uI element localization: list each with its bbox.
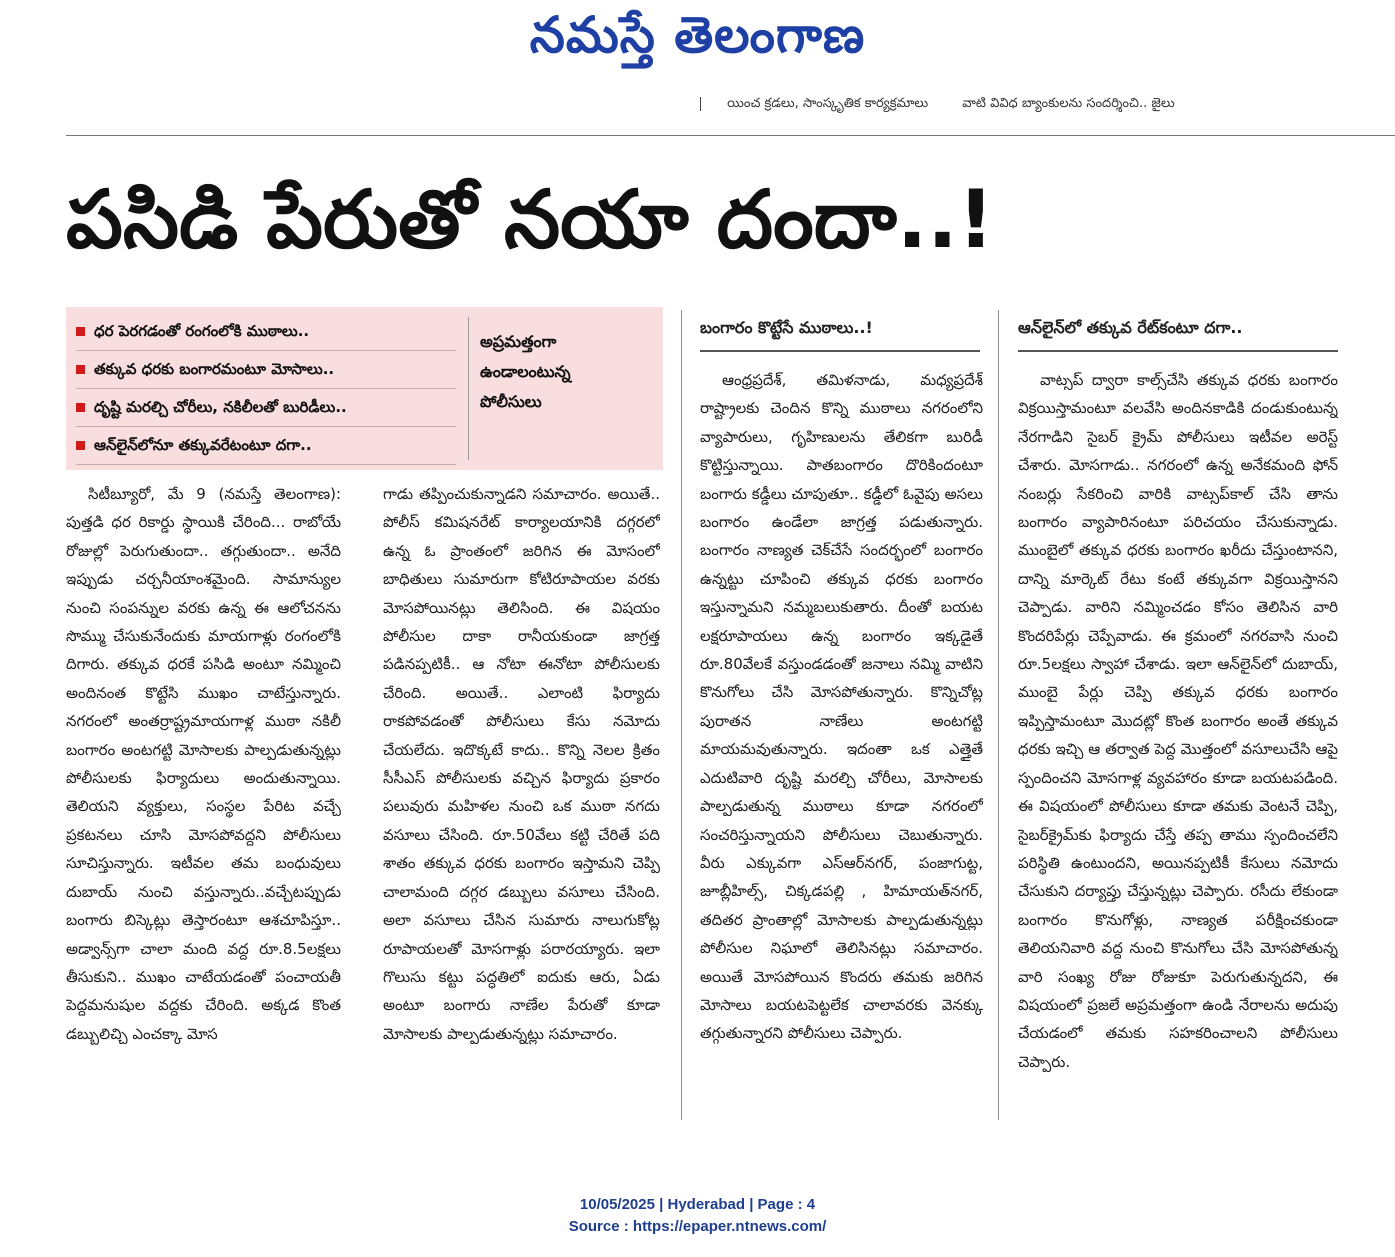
footer-source: Source : https://epaper.ntnews.com/ bbox=[568, 1218, 827, 1235]
deck-bullet bbox=[76, 389, 456, 427]
deck-bullet-text: ధర పెరగడంతో రంగంలోకి ముఠాలు.. bbox=[94, 322, 310, 340]
ticker-item: వాటి వివిధ బ్యాంకులను సందర్శించి.. జైలు bbox=[962, 96, 1175, 111]
deck-side-line: ఉండాలంటున్న bbox=[480, 362, 571, 381]
article-paragraph: సిటీబ్యూరో, మే 9 (నమస్తే తెలంగాణ): పుత్తడి ధర రికార్డు స్థాయికి చేరింది... రాబోయే రోజుల్లో పెరుగుతుందా.. తగ్గుతుందా.. అనేది ఇప్పుడు చర్చనీయాంశమైంది. సామాన్యుల నుంచి సంపన్నుల వరకు ఉన్న ఈ ఆలోచనను సొమ్ము చేసుకునేందుకు మాయగాళ్లు రంగంలోకి దిగారు. తక్కువ ధరకే పసిడి అంటూ నమ్మించి అందినంత కొట్టేసి ముఖం చాటేస్తున్నారు. నగరంలో అంతర్రాష్ట్రమాయగాళ్ల ముఠా నకిలీ బంగారం అంటగట్టి మోసాలకు పాల్పడుతున్నట్లు పోలీసులకు ఫిర్యాదులు అందుతున్నాయి. తెలియని వ్యక్తులు, సంస్థల పేరిట వచ్చే ప్రకటనలు చూసి మోసపోవద్దని పోలీసులు సూచిస్తున్నారు. ఇటీవల తమ బంధువులు దుబాయ్ నుంచి వస్తున్నారు..వచ్చేటప్పుడు బంగారు బిస్కెట్లు తెస్తారంటూ ఆశచూపిస్తూ.. అడ్వాన్స్‌గా చాలా మంది వద్ద రూ.8.5లక్షలు తీసుకుని.. ముఖం చాటేయడంతో పంచాయతీ పెద్దమనుషుల వద్దకు చేరింది. అక్కడ కొంత డబ్బులిచ్చి ఎంచక్కా మోస bbox=[66, 485, 341, 1043]
deck-box bbox=[66, 307, 663, 470]
article-paragraph: గాడు తప్పించుకున్నాడని సమాచారం. అయితే.. పోలీస్ కమిషనరేట్ కార్యాలయానికి దగ్గరలో ఉన్న ఓ ప్రాంతంలో జరిగిన ఈ మోసంలో బాధితులు సుమారుగా కోటిరూపాయల వరకు మోసపోయినట్లు తెలిసింది. ఈ విషయం పోలీసుల దాకా రానీయకుండా జాగ్రత్త పడినప్పటికీ.. ఆ నోటా ఈనోటా పోలీసులకు చేరింది. అయితే.. ఎలాంటి ఫిర్యాదు రాకపోవడంతో పోలీసులు కేసు నమోదు చేయలేదు. ఇదొక్కటే కాదు.. కొన్ని నెలల క్రితం సీసీఎస్ పోలీసులకు వచ్చిన ఫిర్యాదు ప్రకారం పలువురు మహిళల నుంచి ఒక ముఠా నగదు వసూలు చేసింది. రూ.50వేలు కట్టి చేరితే పది శాతం తక్కువ ధరకు బంగారం ఇస్తామని చెప్పి చాలామంది దగ్గర డబ్బులు వసూలు చేసింది. అలా వసూలు చేసిన సుమారు నాలుగుకోట్ల రూపాయలతో మోసగాళ్లు పరారయ్యారు. ఇలా గొలుసు కట్టు పద్ధతిలో ఐదుకు ఆరు, ఏడు అంటూ బంగారు నాణేల పేరుతో కూడా మోసాలకు పాల్పడుతున్నట్లు సమాచారం. bbox=[383, 485, 660, 1043]
deck-bullet-text: ఆన్‌లైన్‌లోనూ తక్కువరేటంటూ దగా.. bbox=[94, 436, 312, 454]
deck-side-line: పోలీసులు bbox=[480, 392, 542, 411]
article-paragraph: వాట్సప్ ద్వారా కాల్స్‌చేసి తక్కువ ధరకు బంగారం విక్రయిస్తామంటూ వలవేసి అందినకాడికి దండుకుంటున్న నేరగాడిని సైబర్ క్రైమ్ పోలీసులు ఇటీవల అరెస్ట్ చేశారు. మోసగాడు.. నగరంలో ఉన్న అనేకమంది ఫోన్ నంబర్లు సేకరించి వారికి వాట్సప్‌కాల్ చేసి తాను బంగారం వ్యాపారినంటూ పరిచయం చేసుకున్నాడు. ముంబైలో తక్కువ ధరకు బంగారం ఖరీదు చేస్తుంటానని, దాన్ని మార్కెట్ రేటు కంటే తక్కువగా విక్రయిస్తానని చెప్పాడు. వారిని నమ్మించడం కోసం తెలిసిన వారి కొందరిపేర్లు చెప్పేవాడు. ఈ క్రమంలో నగరవాసి నుంచి రూ.5లక్షలు స్వాహా చేశాడు. ఇలా ఆన్‌లైన్‌లో దుబాయ్, ముంబై పేర్లు చెప్పి తక్కువ ధరకు బంగారం ఇప్పిస్తామంటూ మొదట్లో కొంత బంగారం అంతే తక్కువ ధరకు ఇచ్చి ఆ తర్వాత పెద్ద మొత్తంలో వసూలుచేసి ఆపై స్పందించని మోసగాళ్ల వ్యవహారం కూడా బయటపడింది. ఈ విషయంలో పోలీసులు కూడా తమకు వెంటనే చెప్పి, సైబర్‌క్రైమ్‌కు ఫిర్యాదు చేస్తే తప్ప తాము స్పందించలేని పరిస్థితి ఉంటుందని, అయినప్పటికీ కేసులు నమోదు చేసుకుని దర్యాప్తు చేస్తున్నట్లు చెప్పారు. రసీదు లేకుండా బంగారం కొనుగోళ్లు, నాణ్యత పరీక్షించకుండా తెలియనివారి వద్ద నుంచి కొనుగోలు చేసి మోసపోతున్న వారి సంఖ్య రోజు రోజుకూ పెరుగుతున్నదని, ఈ విషయంలో ప్రజలే అప్రమత్తంగా ఉండి నేరాలను అదుపు చేయడంలో తమకు సహకరించాలని పోలీసులు చెప్పారు. bbox=[1018, 371, 1338, 1071]
article-column-4 bbox=[1018, 366, 1338, 1126]
bullet-square-icon bbox=[76, 403, 85, 412]
deck-bullet bbox=[76, 427, 456, 465]
masthead-logo: నమస్తే తెలంగాణ bbox=[529, 6, 866, 64]
masthead-divider bbox=[66, 135, 1395, 136]
article-column-2 bbox=[383, 480, 660, 1128]
ticker-strip bbox=[700, 96, 1395, 118]
article-column-3 bbox=[700, 366, 983, 1126]
deck-bullet bbox=[76, 351, 456, 389]
bullet-square-icon bbox=[76, 441, 85, 450]
subhead-col3: బంగారం కొట్టేసే ముఠాలు..! bbox=[700, 318, 873, 337]
subhead-col4: ఆన్‌లైన్‌లో తక్కువ రేట్‌కంటూ దగా.. bbox=[1018, 318, 1243, 337]
deck-bullet bbox=[76, 313, 456, 351]
deck-bullet-text: తక్కువ ధరకు బంగారమంటూ మోసాలు.. bbox=[94, 360, 335, 378]
deck-bullet-text: దృష్టి మరల్చి చోరీలు, నకిలీలతో బురిడీలు.. bbox=[94, 398, 347, 416]
subhead-underline bbox=[1018, 350, 1338, 352]
deck-side-note bbox=[480, 327, 650, 417]
column-divider bbox=[681, 310, 682, 1120]
footer-date-page: 10/05/2025 | Hyderabad | Page : 4 bbox=[579, 1196, 816, 1213]
deck-divider bbox=[468, 317, 469, 460]
article-paragraph: ఆంధ్రప్రదేశ్, తమిళనాడు, మధ్యప్రదేశ్ రాష్ట్రాలకు చెందిన కొన్ని ముఠాలు నగరంలోని వ్యాపారులు, గృహిణులను తేలికగా బురిడీ కొట్టిస్తున్నాయి. పాతబంగారం దొరికిందంటూ బంగారు కడ్డీలు చూపుతూ.. కడ్డీలో ఓవైపు అసలు బంగారం ఉండేలా జాగ్రత్త పడుతున్నారు. బంగారం నాణ్యత చెక్‌చేసే సందర్భంలో బంగారం ఉన్నట్టు చూపించి తక్కువ ధరకు బంగారం ఇస్తున్నామని నమ్మబలుకుతారు. దీంతో బయట లక్షరూపాయలు ఉన్న బంగారం ఇక్కడైతే రూ.80వేలకే వస్తుండడంతో జనాలు నమ్మి వాటిని కొనుగోలు చేసి మోసపోతున్నారు. కొన్నిచోట్ల పురాతన నాణేలు అంటగట్టి మాయమవుతున్నారు. ఇదంతా ఒక ఎత్తైతే ఎదుటివారి దృష్టి మరల్చి చోరీలు, మోసాలకు పాల్పడుతున్న ముఠాలు కూడా నగరంలో సంచరిస్తున్నాయని పోలీసులు చెబుతున్నారు. వీరు ఎక్కువగా ఎస్‌ఆర్‌నగర్, పంజాగుట్ట, జూబ్లీహిల్స్, చిక్కడపల్లి , హిమాయత్‌నగర్, తదితర ప్రాంతాల్లో మోసాలకు పాల్పడుతున్నట్లు పోలీసుల నిఘాలో తెలిసినట్లు సమాచారం. అయితే మోసపోయిన కొందరు తమకు జరిగిన మోసాలు బయటపెట్టలేక చాలావరకు వెనక్కు తగ్గుతున్నారని పోలీసులు చెప్పారు. bbox=[700, 371, 983, 1043]
bullet-square-icon bbox=[76, 327, 85, 336]
deck-bullets bbox=[76, 313, 456, 465]
article-column-1 bbox=[66, 480, 341, 1128]
ticker-item: యించ క్రడలు, సాంస్కృతిక కార్యక్రమాలు bbox=[727, 96, 929, 111]
subhead-underline bbox=[700, 350, 980, 352]
ticker-divider bbox=[700, 97, 701, 111]
column-divider bbox=[998, 310, 999, 1120]
deck-side-line: అప్రమత్తంగా bbox=[480, 332, 557, 351]
bullet-square-icon bbox=[76, 365, 85, 374]
headline: పసిడి పేరుతో నయా దందా..! bbox=[66, 173, 995, 266]
